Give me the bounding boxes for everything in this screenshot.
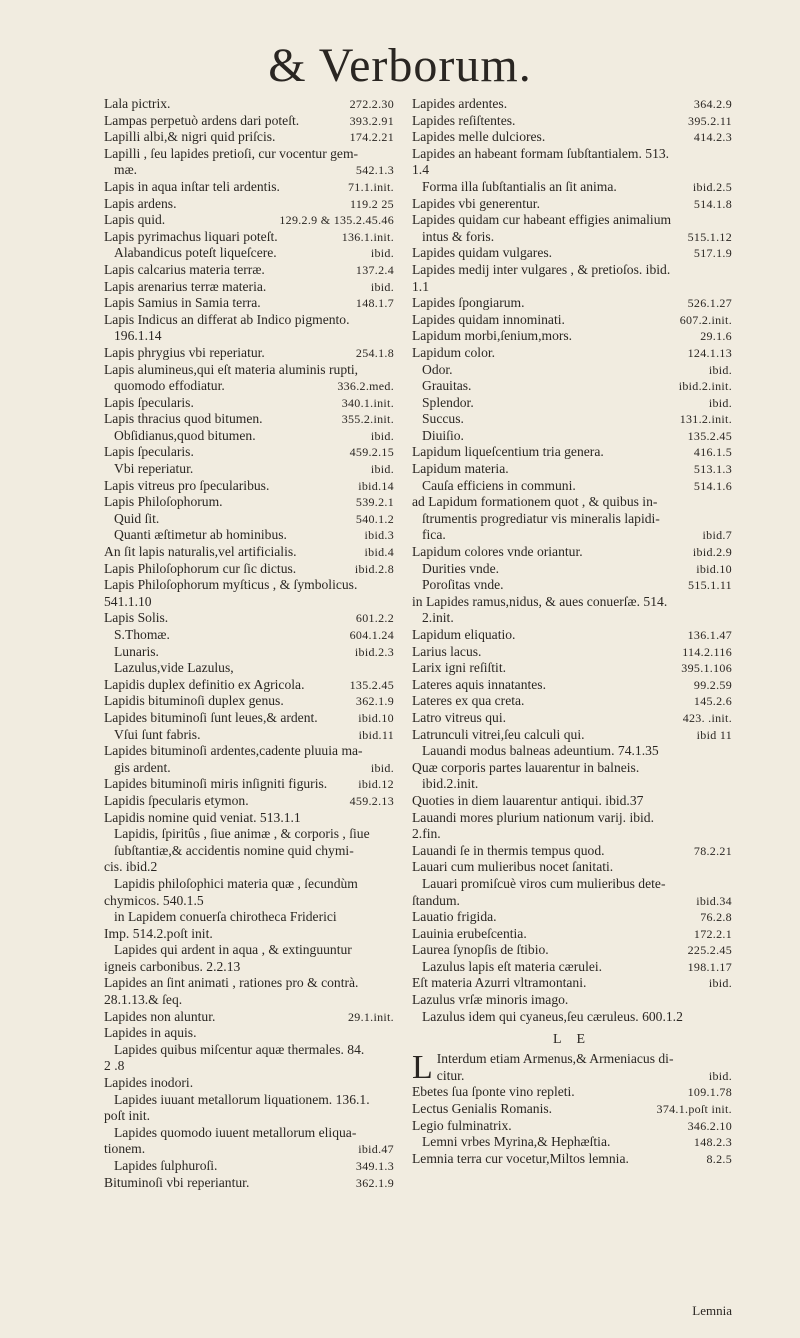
index-entry: tionem. ibid.47 xyxy=(104,1141,394,1157)
index-entry: Forma illa ſubſtantialis an ſit anima. ibid.2.5 xyxy=(422,178,732,194)
catchword: Lemnia xyxy=(692,1303,732,1318)
index-entry: Lazulus lapis eſt materia cærulei. 198.1.17 xyxy=(422,958,732,974)
index-entry: Lemnia terra cur vocetur,Miltos lemnia. 8.2.5 xyxy=(412,1150,732,1166)
index-entry: Lapidis duplex definitio ex Agricola. 135.2.45 xyxy=(104,676,394,692)
index-entry: L Interdum etiam Armenus,& Armeniacus di- xyxy=(412,1049,674,1087)
index-entry: Eſt materia Azurri vltramontani. ibid. xyxy=(412,975,732,991)
index-entry-cont: ſtrumentis progrediatur vis mineralis lapidi- xyxy=(422,510,660,526)
index-entry: ibid.2.init. xyxy=(422,776,479,792)
index-entry: Lapilli albi,& nigri quid priſcis. 174.2.21 xyxy=(104,129,394,145)
index-entry: Legio fulminatrix. 346.2.10 xyxy=(412,1117,732,1133)
index-entry: Lunaris. ibid.2.3 xyxy=(114,643,394,659)
index-entry: Lapides inodori. xyxy=(104,1075,194,1091)
index-entry: Cauſa efficiens in communi. 514.1.6 xyxy=(422,477,732,493)
index-entry: in Lapides ramus,nidus, & aues conuerſæ. 514. xyxy=(412,593,668,609)
index-entry: Lateres aquis innatantes. 99.2.59 xyxy=(412,676,732,692)
index-entry-cont: Lauari promiſcuè viros cum mulieribus dete- xyxy=(422,875,666,891)
index-entry: 28.1.13.& ſeq. xyxy=(104,992,183,1008)
index-entry-cont: Lapides quibus miſcentur aquæ thermales. 84. xyxy=(114,1041,365,1057)
index-entry: Lauari cum mulieribus nocet ſanitati. xyxy=(412,859,614,875)
index-entry: Lapides melle dulciores. 414.2.3 xyxy=(412,129,732,145)
index-entry: Lapis quid. 129.2.9 & 135.2.45.46 xyxy=(104,212,394,228)
index-entry-cont: in Lapidem conuerſa chirotheca Friderici xyxy=(114,909,337,925)
index-entry: Lapides vbi generentur. 514.1.8 xyxy=(412,195,732,211)
index-entry: Poroſitas vnde. 515.1.11 xyxy=(422,577,732,593)
index-entry: Lapides quidam vulgares. 517.1.9 xyxy=(412,245,732,261)
index-entry: citur. ibid. xyxy=(436,1067,732,1083)
index-entry: Lapides an habeant formam ſubſtantialem. 513. xyxy=(412,145,670,161)
index-entry: Ebetes ſua ſponte vino repleti. 109.1.78 xyxy=(412,1084,732,1100)
index-entry: Durities vnde. ibid.10 xyxy=(422,560,732,576)
index-entry-cont: Lapidis philoſophici materia quæ , ſecundùm xyxy=(114,875,358,891)
index-entry: Lapis phrygius vbi reperiatur. 254.1.8 xyxy=(104,344,394,360)
index-entry: Diuiſio. 135.2.45 xyxy=(422,427,732,443)
index-entry: Lapides bituminoſi ſunt leues,& ardent. ibid.10 xyxy=(104,709,394,725)
index-entry: Lapidis nomine quid veniat. 513.1.1 xyxy=(104,809,301,825)
index-entry: Lemni vrbes Myrina,& Hephæſtia. 148.2.3 xyxy=(422,1134,732,1150)
index-entry-cont: Lapidis, ſpiritûs , ſiue animæ , & corporis , ſiue xyxy=(114,826,370,842)
index-entry: Latro vitreus qui. 423. .init. xyxy=(412,709,732,725)
index-entry: Lauinia erubeſcentia. 172.2.1 xyxy=(412,925,732,941)
index-entry: igneis carbonibus. 2.2.13 xyxy=(104,958,241,974)
index-entry-cont: ſubſtantiæ,& accidentis nomine quid chymi- xyxy=(114,842,354,858)
index-entry: Lapis Indicus an differat ab Indico pigmento. xyxy=(104,311,350,327)
index-entry: Lapidum eliquatio. 136.1.47 xyxy=(412,627,732,642)
index-entry: poſt init. xyxy=(104,1108,151,1124)
index-entry: An ſit lapis naturalis,vel artificialis. ibid.4 xyxy=(104,544,394,560)
index-entry-cont: Lapides an ſint animati , rationes pro & contrà. xyxy=(104,975,359,991)
index-entry: Lala pictrix. 272.2.30 xyxy=(104,96,394,111)
index-entry: Lauatio frigida. 76.2.8 xyxy=(412,909,732,925)
index-entry: Lapidum liqueſcentium tria genera. 416.1.5 xyxy=(412,444,732,460)
index-entry: chymicos. 540.1.5 xyxy=(104,892,204,908)
index-entry: Lapis thracius quod bitumen. 355.2.init. xyxy=(104,411,394,427)
index-entry-cont: gis ardent. ibid. xyxy=(114,759,394,775)
page-header: & Verborum. xyxy=(268,39,532,92)
index-entry: Lapidum morbi,ſenium,mors. 29.1.6 xyxy=(412,328,732,344)
right-column xyxy=(412,96,732,1167)
index-entry-cont: 1.4 xyxy=(412,162,429,178)
index-entry: Succus. 131.2.init. xyxy=(422,411,732,427)
index-entry: Lapis ſpecularis. 459.2.15 xyxy=(104,444,394,460)
index-entry: Lapides quidam cur habeant effigies animalium xyxy=(412,212,672,228)
index-entry-cont: Lapides iuuant metallorum liquationem. 136.1. xyxy=(114,1091,370,1107)
index-entry: Lapis pyrimachus liquari poteſt. 136.1.init. xyxy=(104,228,394,244)
index-entry: ſtandum. ibid.34 xyxy=(412,892,732,908)
index-entry-cont: quomodo effodiatur. 336.2.med. xyxy=(114,378,394,394)
index-entry-cont: Lauandi mores plurium nationum varij. ibid. xyxy=(412,809,654,825)
drop-cap: L xyxy=(412,1049,433,1087)
index-entry: Lapides ſulphuroſi. 349.1.3 xyxy=(114,1158,394,1173)
index-entry-cont: 2.init. xyxy=(422,610,454,626)
index-entry: Lapides ardentes. 364.2.9 xyxy=(412,96,732,111)
index-entry: Lapis calcarius materia terræ. 137.2.4 xyxy=(104,261,394,277)
index-entry: Vbi reperiatur. ibid. xyxy=(114,461,394,477)
section-letter: L E xyxy=(552,1032,592,1048)
index-entry: Lapis arenarius terræ materia. ibid. xyxy=(104,278,394,294)
index-entry: Lapidis ſpecularis etymon. 459.2.13 xyxy=(104,792,394,808)
index-entry: Lapides bituminoſi miris inſigniti figuris. ibid.12 xyxy=(104,776,394,792)
index-entry: Lapides medij inter vulgares , & pretioſos. ibid. xyxy=(412,261,671,277)
index-entry: Imp. 514.2.poſt init. xyxy=(104,925,213,941)
index-entry: Quoties in diem lauarentur antiqui. ibid.37 xyxy=(412,792,644,808)
index-entry: Lapides non aluntur. 29.1.init. xyxy=(104,1008,394,1024)
index-entry: Obſidianus,quod bitumen. ibid. xyxy=(114,427,394,443)
index-entry: Lapides in aquis. xyxy=(104,1025,197,1041)
index-entry: 2.fin. xyxy=(412,826,441,842)
index-entry: Lapis Philoſophorum. 539.2.1 xyxy=(104,494,394,510)
index-entry: Larix igni reſiſtit. 395.1.106 xyxy=(412,660,732,676)
index-entry: Lauandi ſe in thermis tempus quod. 78.2.21 xyxy=(412,842,732,858)
index-entry-cont: 541.1.10 xyxy=(104,593,152,609)
index-entry: Lapidum colores vnde oriantur. ibid.2.9 xyxy=(412,544,732,560)
index-entry: Alabandicus poteſt liqueſcere. ibid. xyxy=(114,245,394,261)
index-entry: Lapilli , ſeu lapides pretioſi, cur vocentur gem- xyxy=(104,145,359,161)
index-entry: Lapidis bituminoſi duplex genus. 362.1.9 xyxy=(104,693,394,709)
index-entry: Lapidum materia. 513.1.3 xyxy=(412,461,732,477)
index-entry: Grauitas. ibid.2.init. xyxy=(422,378,732,394)
index-entry: Lauandi modus balneas adeuntium. 74.1.35 xyxy=(422,743,659,759)
index-entry: Lapides bituminoſi ardentes,cadente pluuia ma- xyxy=(104,743,363,759)
index-entry: Vſui ſunt fabris. ibid.11 xyxy=(114,726,394,742)
index-entry: Lapis Philoſophorum cur ſic dictus. ibid.2.8 xyxy=(104,560,394,576)
index-entry: Lapides reſiſtentes. 395.2.11 xyxy=(412,112,732,128)
index-entry: 2 .8 xyxy=(104,1058,125,1074)
index-entry-cont: 196.1.14 xyxy=(114,328,162,344)
index-entry: Lapidum color. 124.1.13 xyxy=(412,344,732,360)
index-entry: Laurea ſynopſis de ſtibio. 225.2.45 xyxy=(412,942,732,958)
index-entry: Lapides quidam innominati. 607.2.init. xyxy=(412,311,732,327)
index-entry: Latrunculi vitrei,ſeu calculi qui. ibid 11 xyxy=(412,726,732,742)
index-entry-cont: fica. ibid.7 xyxy=(422,527,732,543)
index-entry-cont: Lapides qui ardent in aqua , & extinguuntur xyxy=(114,942,352,958)
index-entry: Lapis Samius in Samia terra. 148.1.7 xyxy=(104,295,394,311)
index-entry: Lapis ſpecularis. 340.1.init. xyxy=(104,394,394,410)
index-entry: Lampas perpetuò ardens dari poteſt. 393.2.91 xyxy=(104,112,394,128)
index-entry: Larius lacus. 114.2.116 xyxy=(412,643,732,659)
index-entry: Odor. ibid. xyxy=(422,361,732,377)
index-entry: S.Thomæ. 604.1.24 xyxy=(114,627,394,642)
index-entry-cont: mæ. 542.1.3 xyxy=(114,162,394,178)
index-entry-cont: Lapides quomodo iuuent metallorum eliqua- xyxy=(114,1124,357,1140)
index-entry: Lazulus vrſæ minoris imago. xyxy=(412,992,569,1008)
index-entry: Quanti æſtimetur ab hominibus. ibid.3 xyxy=(114,527,394,543)
index-entry: Lazulus,vide Lazulus, xyxy=(114,660,234,676)
index-entry-cont: 1.1 xyxy=(412,278,429,294)
index-entry-cont: Lazulus idem qui cyaneus,ſeu cæruleus. 600.1.2 xyxy=(422,1008,683,1024)
index-entry: Lapis Solis. 601.2.2 xyxy=(104,610,394,626)
index-entry: Quid ſit. 540.1.2 xyxy=(114,510,394,526)
index-entry: Lapis in aqua inſtar teli ardentis. 71.1.init. xyxy=(104,178,394,194)
index-entry: Lapis Philoſophorum myſticus , & ſymbolicus. xyxy=(104,577,358,593)
index-entry: cis. ibid.2 xyxy=(104,859,158,875)
index-entry: Lectus Genialis Romanis. 374.1.poſt init. xyxy=(412,1101,732,1117)
index-entry: Lateres ex qua creta. 145.2.6 xyxy=(412,693,732,709)
index-entry-cont: Quæ corporis partes lauarentur in balneis. xyxy=(412,759,640,775)
left-column xyxy=(104,96,394,1191)
index-entry: Bituminoſi vbi reperiantur. 362.1.9 xyxy=(104,1174,394,1190)
index-entry: ad Lapidum formationem quot , & quibus in- xyxy=(412,494,658,510)
index-entry-cont: intus & foris. 515.1.12 xyxy=(422,228,732,244)
index-entry: Lapis ardens. 119.2 25 xyxy=(104,195,394,211)
index-entry: Splendor. ibid. xyxy=(422,394,732,410)
index-entry: Lapis alumineus,qui eſt materia aluminis rupti, xyxy=(104,361,359,377)
index-entry: Lapis vitreus pro ſpecularibus. ibid.14 xyxy=(104,477,394,493)
index-entry: Lapides ſpongiarum. 526.1.27 xyxy=(412,295,732,311)
